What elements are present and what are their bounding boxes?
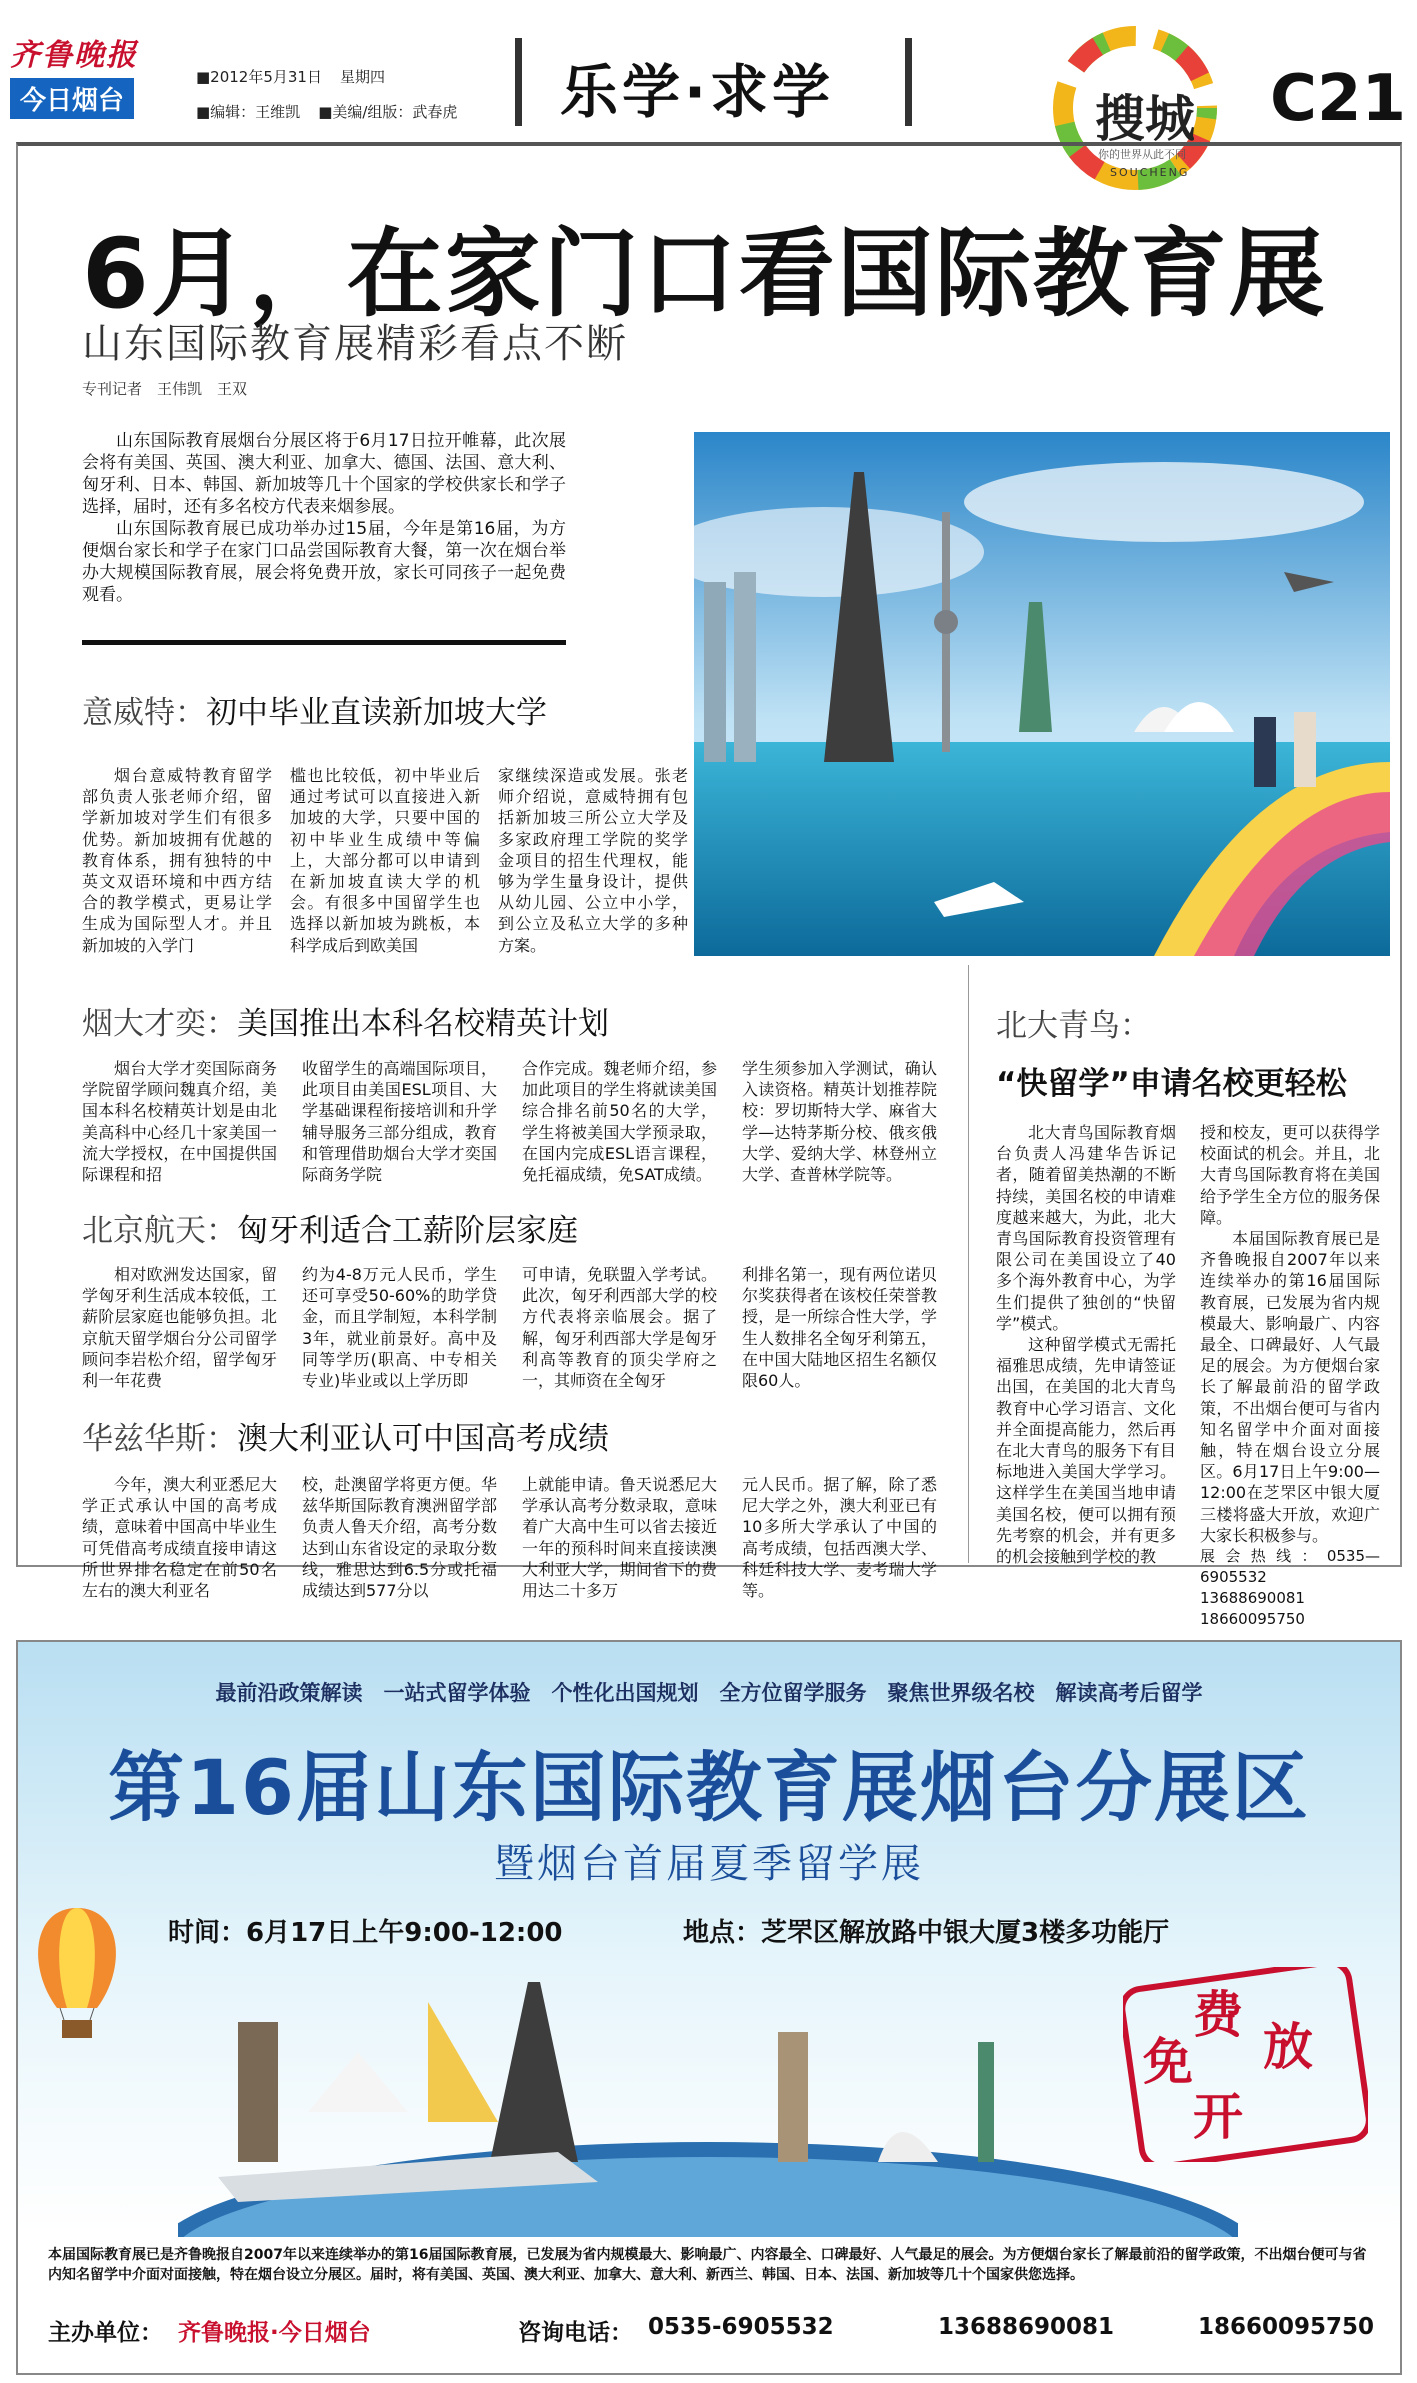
section-title-text: “快留学”申请名校更轻松: [996, 1066, 1347, 1102]
text-column: [522, 1058, 717, 1185]
section-heading-xinweite: [82, 687, 547, 732]
text-column: [742, 1474, 937, 1601]
organizer-name: 齐鲁晚报·今日烟台: [178, 2320, 371, 2346]
text-column: [742, 1058, 937, 1185]
text-column: [522, 1264, 717, 1391]
text-column: [522, 1474, 717, 1601]
paragraph: 这种留学模式无需托福雅思成绩，先申请签证出国，在美国的北大青鸟教育中心学习语言、文化并全面提高能力，然后再在北大青鸟的服务下有目标地进入美国大学学习。这样学生在美国当地申请美国名校，便可以拥有预先考察的机会，并有更多的机会接触到学校的教: [996, 1335, 1176, 1567]
ad-notice: 本届国际教育展已是齐鲁晚报自2007年以来连续举办的第16届国际教育展，已发展为省内规模最大、影响最广、内容最全、口碑最好、人气最足的展会。为方便烟台家长了解最前沿的留学政策，不出烟台便可与省内知名留学中介面对面接触，特在烟台设立分展区。届时，将有美国、英国、澳大利亚、加拿大、意大利、新西兰、韩国、日本、法国、新加坡等几十个国家供您选择。: [48, 2247, 1367, 2283]
stamp-char: 费: [1193, 1985, 1243, 2044]
byline: 专刊记者 王伟凯 王双: [82, 380, 248, 398]
ad-title: 第16届山东国际教育展烟台分展区: [108, 1743, 1310, 1832]
section-org: 北京航天：: [82, 1213, 237, 1249]
ad-tagline: 最前沿政策解读 一站式留学体验 个性化出国规划 全方位留学服务 聚焦世界级名校 解读高考后留学: [215, 1681, 1203, 1705]
ad-time: 时间：6月17日上午9:00-12:00: [168, 1918, 563, 1948]
lead-paragraphs: [82, 430, 566, 606]
paragraph: 收留学生的高端国际项目，此项目由美国ESL项目、大学基础课程衔接培训和升学辅导服务三部分组成，教育和管理借助烟台大学才奕国际商务学院: [302, 1059, 497, 1185]
paragraph: 槛也比较低，初中毕业后通过考试可以直接进入新加坡的大学，只要中国的初中毕业生成绩中等偏上，大部分都可以申请到在新加坡直读大学的机会。有很多中国留学生也选择以新加坡为跳板，本科学成后到欧美国: [290, 766, 480, 955]
headline: 6月，在家门口看国际教育展: [82, 218, 1327, 330]
brand-name: 齐鲁晚报: [10, 38, 138, 73]
paragraph: 本届国际教育展已是齐鲁晚报自2007年以来连续举办的第16届国际教育展，已发展为省内规模最大、影响最广、内容最全、口碑最好、人气最足的展会。为方便烟台家长了解最前沿的留学政策，不出烟台便可与省内知名留学中介面对面接触，特在烟台设立分展区。6月17日上午9:00—12:00在芝罘区中银大厦三楼将盛大开放，欢迎广大家长积极参与。: [1200, 1229, 1380, 1545]
soucheng-en: SOUCHENG: [1110, 166, 1190, 179]
header-divider: [905, 38, 912, 126]
landmarks-illustration: [178, 1962, 1238, 2237]
paragraph: 上就能申请。鲁天说悉尼大学承认高考分数录取，意味着广大高中生可以省去接近一年的预科时间来直接读澳大利亚大学，期间省下的费用达二十多万: [522, 1475, 717, 1601]
hero-photo-world-landmarks: [694, 432, 1390, 956]
ad-place: 地点：芝罘区解放路中银大厦3楼多功能厅: [683, 1918, 1170, 1948]
hotline-label: 展会热线：: [1200, 1547, 1327, 1566]
issue-weekday: 星期四: [339, 68, 385, 86]
section-heading-huazi-huasi: [82, 1413, 609, 1458]
section-title-text: 初中毕业直读新加坡大学: [206, 695, 547, 731]
paragraph: 烟台意威特教育留学部负责人张老师介绍，留学新加坡对学生们有很多优势。新加坡拥有优越的教育体系，拥有独特的中英文双语环境和中西方结合的教学模式，更易让学生成为国际型人才。并且新加坡的入学门: [82, 766, 272, 955]
lead-paragraph: 山东国际教育展已成功举办过15届，今年是第16届，为方便烟台家长和学子在家门口品尝国际教育大餐，第一次在烟台举办大规模国际教育展，展会将免费开放，家长可同孩子一起免费观看。: [82, 519, 566, 605]
phone-label: 咨询电话：: [518, 2320, 633, 2346]
text-column: [290, 765, 480, 956]
lead-paragraph: 山东国际教育展烟台分展区将于6月17日拉开帷幕，此次展会将有美国、英国、澳大利亚、加拿大、德国、法国、意大利、匈牙利、日本、韩国、新加坡等几十个国家的学校供家长和学子选择，届时，还有多名校方代表来烟参展。: [82, 431, 566, 517]
text-column: [1200, 1122, 1380, 1630]
section-title: 乐学·求学: [560, 58, 835, 126]
stamp-char: 免: [1143, 2032, 1193, 2091]
paragraph: 合作完成。魏老师介绍，参加此项目的学生将就读美国综合排名前50名的大学，学生将被美国大学预录取，在国内完成ESL语言课程，免托福成绩，免SAT成绩。: [522, 1059, 717, 1185]
paragraph: 利排名第一，现有两位诺贝尔奖获得者在该校任荣誉教授，是一所综合性大学，学生人数排名全匈牙利第五，在中国大陆地区招生名额仅限60人。: [742, 1265, 937, 1391]
text-column: [302, 1264, 497, 1391]
paragraph: 元人民币。据了解，除了悉尼大学之外，澳大利亚已有10多所大学承认了中国的高考成绩，包括西澳大学、科廷科技大学、麦考瑞大学等。: [742, 1475, 937, 1601]
phone-number: 0535-6905532: [648, 2314, 834, 2340]
text-column: [82, 1264, 277, 1391]
masthead-logo: [10, 30, 180, 119]
editor-credit: ■编辑：王维凯: [196, 103, 301, 121]
paragraph: 今年，澳大利亚悉尼大学正式承认中国的高考成绩，意味着中国高中毕业生可凭借高考成绩直接申请这所世界排名稳定在前50名左右的澳大利亚名: [82, 1475, 277, 1601]
text-column: [742, 1264, 937, 1391]
hotline: [1200, 1546, 1380, 1588]
issue-meta: [196, 60, 475, 130]
text-column: [82, 1474, 277, 1601]
column-divider: [968, 965, 969, 1563]
paragraph: 烟台大学才奕国际商务学院留学顾问魏真介绍，美国本科名校精英计划是由北美高科中心经几十家美国一流大学授权，在中国提供国际课程和招: [82, 1059, 277, 1185]
text-column: [996, 1122, 1176, 1567]
section-title-text: 匈牙利适合工薪阶层家庭: [237, 1213, 578, 1249]
organizer-label: 主办单位：: [48, 2320, 163, 2346]
paragraph: 学生须参加入学测试，确认入读资格。精英计划推荐院校：罗切斯特大学、麻省大学—达特茅斯分校、俄亥俄大学、爱纳大学、林登州立大学、查普林学院等。: [742, 1059, 937, 1185]
paragraph: 北大青鸟国际教育烟台负责人冯建华告诉记者，随着留美热潮的不断持续，美国名校的申请难度越来越大，为此，北大青鸟国际教育投资管理有限公司在美国设立了40多个海外教育中心，为学生们提供了独创的“快留学”模式。: [996, 1123, 1176, 1333]
header-divider: [515, 38, 522, 126]
phone-number: 18660095750: [1198, 2314, 1375, 2340]
brand-sub: 今日烟台: [10, 78, 134, 119]
issue-date: ■2012年5月31日: [196, 68, 322, 86]
section-heading-beijing-hangtian: [82, 1205, 578, 1250]
lead-rule: [82, 640, 566, 645]
paragraph: 家继续深造或发展。张老师介绍说，意威特拥有包括新加坡三所公立大学及多家政府理工学院的奖学金项目的招生代理权，能够为学生量身设计，提供从幼儿园、公立中小学，到公立及私立大学的多种方案。: [498, 766, 688, 955]
section-title-text: 澳大利亚认可中国高考成绩: [237, 1421, 609, 1457]
paragraph: 授和校友，更可以获得学校面试的机会。并且，北大青鸟国际教育将在美国给予学生全方位的服务保障。: [1200, 1123, 1380, 1227]
soucheng-slogan: 你的世界从此不同: [1098, 148, 1186, 161]
section-org: 北大青鸟：: [996, 1008, 1151, 1044]
subheadline: 山东国际教育展精彩看点不断: [82, 321, 628, 367]
text-column: [82, 1058, 277, 1185]
hot-air-balloon-icon: [22, 1898, 132, 2118]
expo-advertisement: [16, 1640, 1402, 2375]
section-heading-beida-qingniao: [996, 1000, 1151, 1045]
phone-number: 13688690081: [938, 2314, 1115, 2340]
section-heading-yantai-daxue: [82, 998, 609, 1043]
page-number: C21: [1270, 62, 1407, 136]
designer-credit: ■美编/组版：武春虎: [318, 103, 458, 121]
soucheng-name: 搜城: [1095, 90, 1195, 148]
paragraph: 相对欧洲发达国家，留学匈牙利生活成本较低，工薪阶层家庭也能够负担。北京航天留学烟台分公司留学顾问李岩松介绍，留学匈牙利一年花费: [82, 1265, 277, 1391]
section-title-text: 美国推出本科名校精英计划: [237, 1006, 609, 1042]
text-column: [302, 1058, 497, 1185]
stamp-char: 放: [1263, 2017, 1313, 2076]
free-admission-stamp: [1123, 1967, 1368, 2162]
text-column: [498, 765, 688, 956]
section-org: 华兹华斯：: [82, 1421, 237, 1457]
ad-subtitle: 暨烟台首届夏季留学展: [494, 1841, 924, 1887]
paragraph: 校，赴澳留学将更方便。华兹华斯国际教育澳洲留学部负责人鲁天介绍，高考分数达到山东省设定的录取分数线，雅思达到6.5分或托福成绩达到577分以: [302, 1475, 497, 1601]
hotline-mobiles: 13688690081 18660095750: [1200, 1589, 1320, 1629]
section-org: 烟大才奕：: [82, 1006, 237, 1042]
stamp-char: 开: [1193, 2087, 1243, 2146]
paragraph: 约为4-8万元人民币，学生还可享受50-60%的助学贷金，而且学制短，本科学制3年，就业前景好。高中及同等学历(职高、中专相关专业)毕业或以上学历即: [302, 1265, 497, 1391]
section-org: 意威特：: [82, 695, 206, 731]
text-column: [82, 765, 272, 956]
text-column: [302, 1474, 497, 1601]
paragraph: 可申请，免联盟入学考试。此次，匈牙利西部大学的校方代表将亲临展会。据了解，匈牙利西部大学是匈牙利高等教育的顶尖学府之一，其师资在全匈牙: [522, 1265, 717, 1391]
hotline-number: 0535—6905532: [1200, 1547, 1380, 1587]
